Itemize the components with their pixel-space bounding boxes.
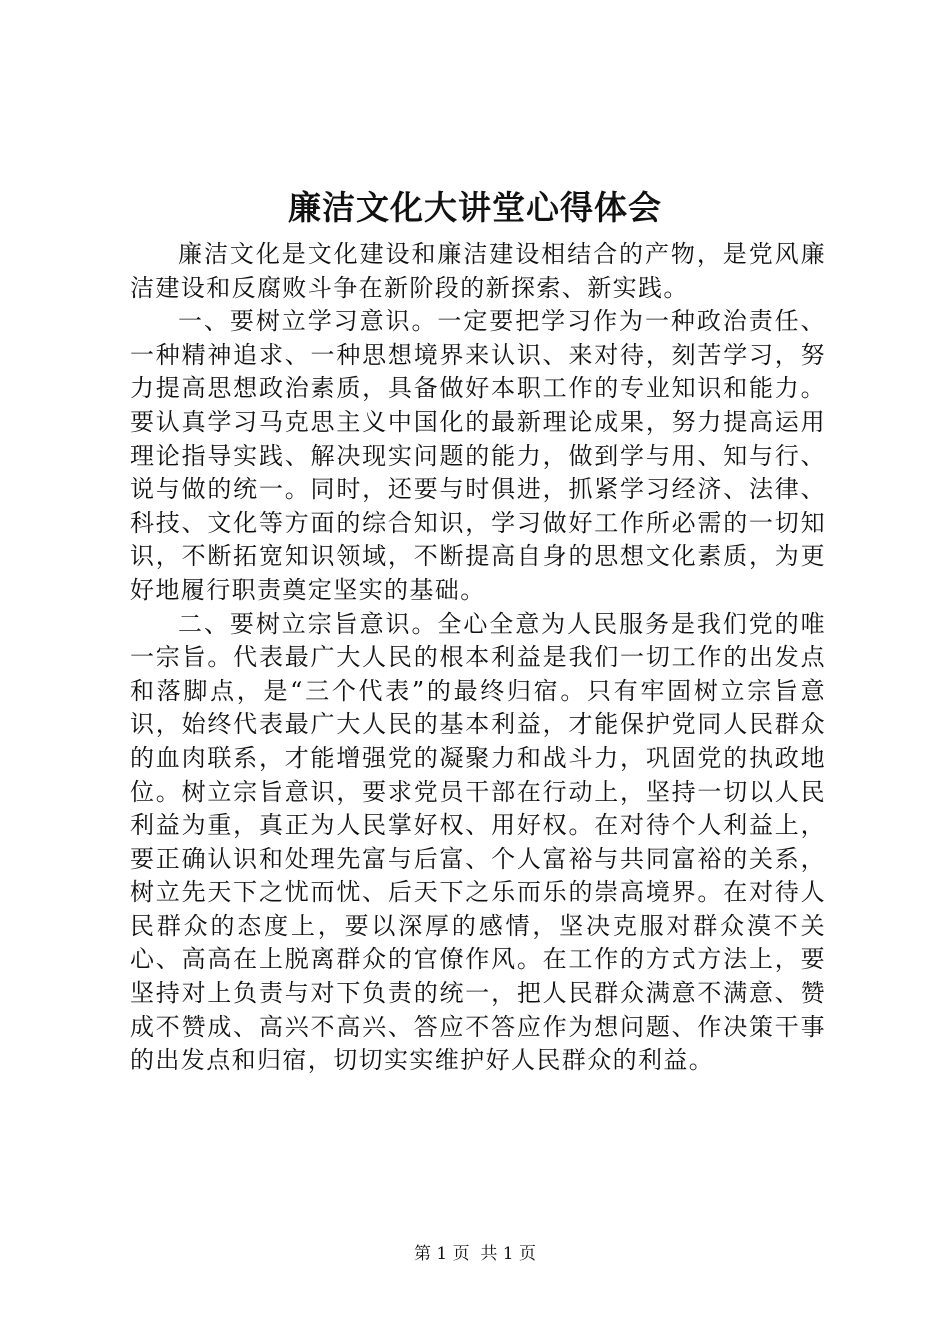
footer-spacer [470,1244,481,1264]
document-body [130,238,826,1078]
document-title: 廉洁文化大讲堂心得体会 [288,188,662,227]
page-footer [0,1242,950,1266]
page-total: 共 1 页 [480,1244,537,1264]
page-number: 第 1 页 [413,1244,470,1264]
paragraph-purpose-awareness: 二、要树立宗旨意识。全心全意为人民服务是我们党的唯一宗旨。代表最广大人民的根本利益是我们一切工作的出发点和落脚点，是“三个代表”的最终归宿。只有牢固树立宗旨意识，始终代表最广大人民的基本利益，才能保护党同人民群众的血肉联系，才能增强党的凝聚力和战斗力，巩固党的执政地位。树立宗旨意识，要求党员干部在行动上，坚持一切以人民利益为重，真正为人民掌好权、用好权。在对待个人利益上，要正确认识和处理先富与后富、个人富裕与共同富裕的关系，树立先天下之忧而忧、后天下之乐而乐的崇高境界。在对待人民群众的态度上，要以深厚的感情，坚决克服对群众漠不关心、高高在上脱离群众的官僚作风。在工作的方式方法上，要坚持对上负责与对下负责的统一，把人民群众满意不满意、赞成不赞成、高兴不高兴、答应不答应作为想问题、作决策干事的出发点和归宿，切切实实维护好人民群众的利益。 [130,609,826,1075]
paragraph-learning-awareness: 一、要树立学习意识。一定要把学习作为一种政治责任、一种精神追求、一种思想境界来认识、来对待，刻苦学习，努力提高思想政治素质，具备做好本职工作的专业知识和能力。要认真学习马克思主义中国化的最新理论成果，努力提高运用理论指导实践、解决现实问题的能力，做到学与用、知与行、说与做的统一。同时，还要与时俱进，抓紧学习经济、法律、科技、文化等方面的综合知识，学习做好工作所必需的一切知识，不断拓宽知识领域，不断提高自身的思想文化素质，为更好地履行职责奠定坚实的基础。 [130,307,826,604]
paragraph-intro: 廉洁文化是文化建设和廉洁建设相结合的产物，是党风廉洁建设和反腐败斗争在新阶段的新探索、新实践。 [130,240,826,302]
